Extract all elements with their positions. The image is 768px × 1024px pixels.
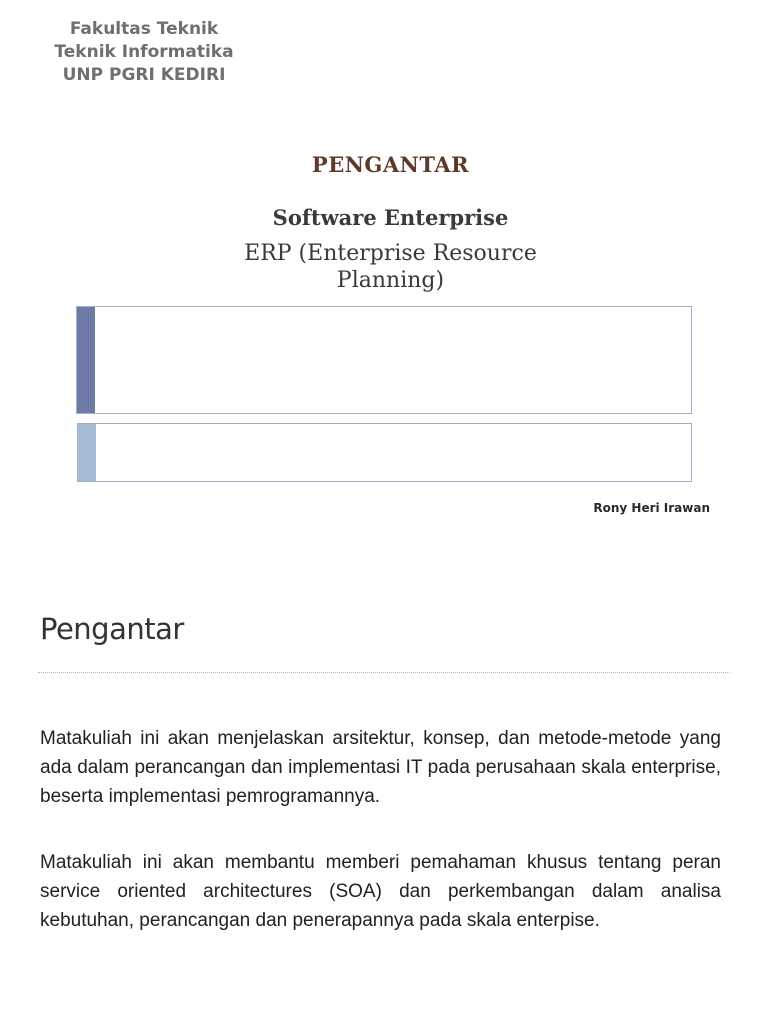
accent-bar-light	[78, 424, 96, 481]
paragraph-1: Matakuliah ini akan menjelaskan arsitektur, konsep, dan metode-metode yang ada dalam perancangan dan implementasi IT pada perusahaan skala enterprise, beserta implementasi pemrogramannya.	[40, 728, 721, 807]
topic-line-2: Planning)	[336, 268, 445, 293]
author-name: Rony Heri Irawan	[593, 501, 710, 515]
section-heading: Pengantar	[40, 612, 184, 646]
university-name: UNP PGRI KEDIRI	[62, 65, 226, 85]
paragraph-2: Matakuliah ini akan membantu memberi pemahaman khusus tentang peran service oriented architectures (SOA) dan perkembangan dalam analisa kebutuhan, perancangan dan penerapannya pada skala enterpise.	[40, 852, 721, 931]
accent-bar-dark	[77, 307, 95, 413]
slide-title: PENGANTAR	[311, 152, 470, 177]
heading-divider	[38, 672, 730, 673]
department-name: Teknik Informatika	[54, 42, 234, 62]
faculty-header	[40, 18, 248, 87]
faculty-name: Fakultas Teknik	[69, 19, 219, 39]
topic-line-1: ERP (Enterprise Resource	[244, 241, 537, 266]
decorative-box-small	[77, 423, 692, 482]
slide-topic	[0, 240, 768, 294]
slide-subtitle: Software Enterprise	[272, 205, 509, 230]
decorative-box-large	[76, 306, 692, 414]
